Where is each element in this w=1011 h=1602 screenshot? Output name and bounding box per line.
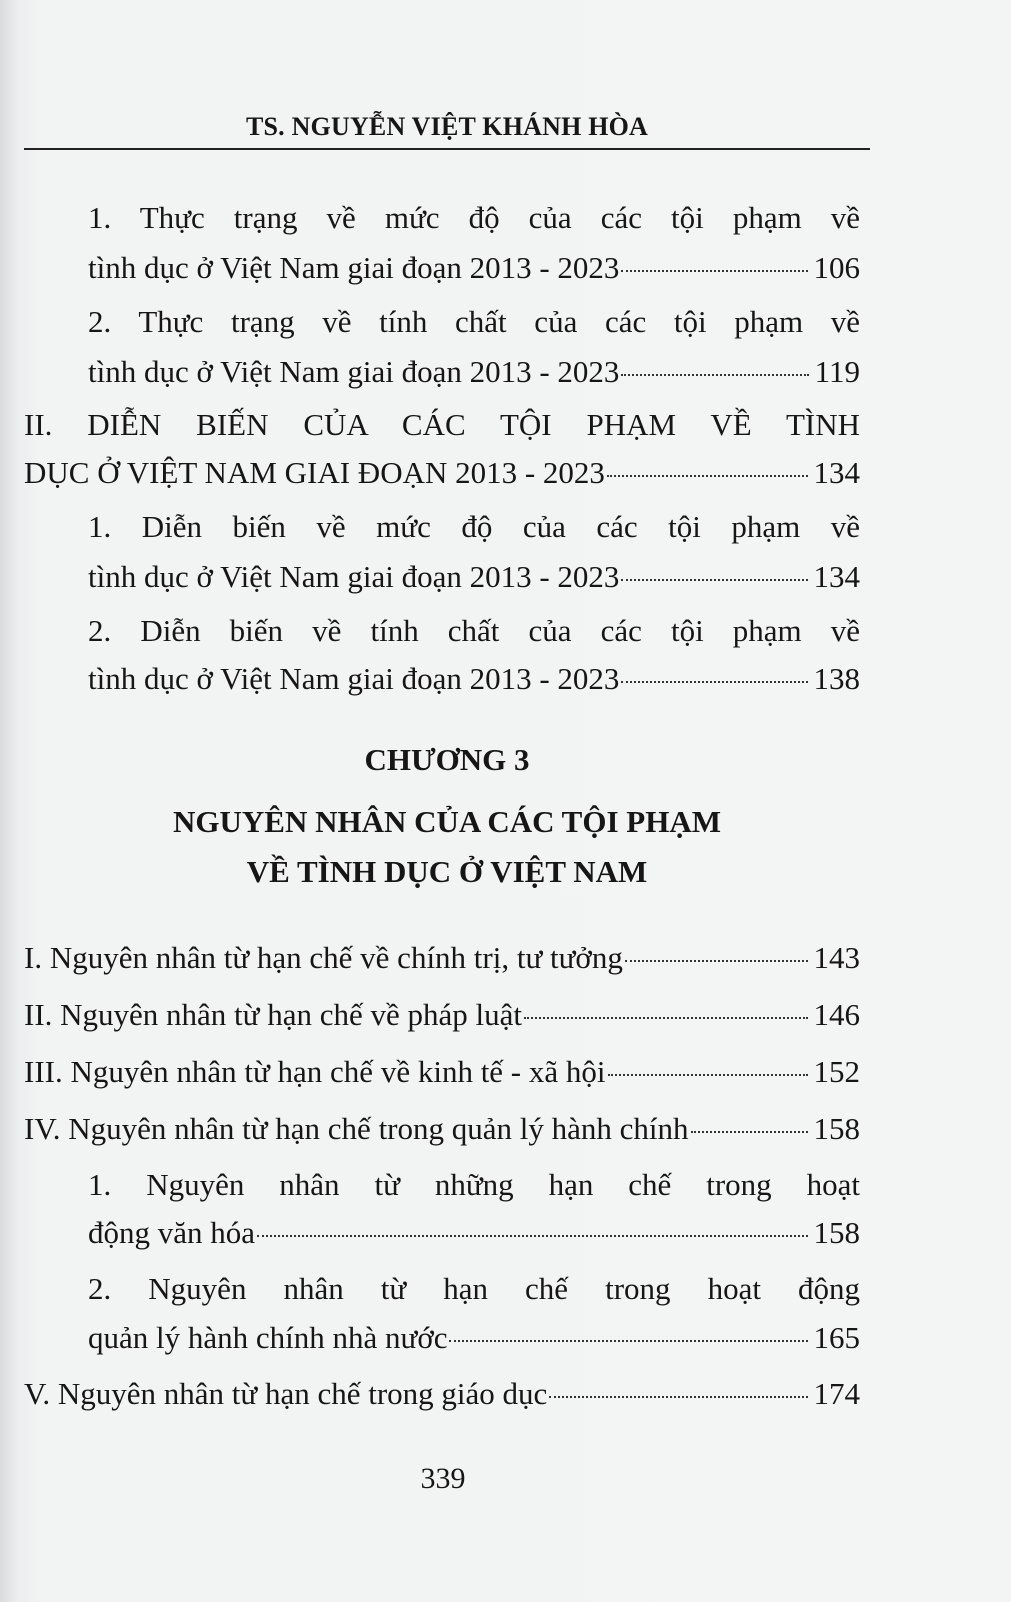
toc-entry-text: tình dục ở Việt Nam giai đoạn 2013 - 2023 — [88, 559, 620, 594]
toc-entry-text: IV. Nguyên nhân từ hạn chế trong quản lý hành chính — [24, 1111, 689, 1146]
toc-entry-line: 1. Nguyên nhân từ những hạn chế trong hoạt — [88, 1167, 860, 1202]
toc-page-number: 119 — [814, 354, 860, 389]
toc-entry-line — [88, 248, 860, 288]
chapter-title: NGUYÊN NHÂN CỦA CÁC TỘI PHẠM — [173, 804, 721, 839]
toc-page-number: 134 — [813, 455, 860, 490]
toc-entry-line: 2. Diễn biến về tính chất của các tội phạm về — [88, 613, 860, 648]
toc-page-number: 134 — [813, 559, 860, 594]
toc-entry-line — [24, 1374, 860, 1414]
toc-entry-text: tình dục ở Việt Nam giai đoạn 2013 - 2023 — [88, 250, 620, 285]
dot-leader — [621, 579, 807, 581]
page-number: 339 — [420, 1462, 466, 1495]
chapter-number: CHƯƠNG 3 — [364, 742, 530, 777]
toc-entry-line — [88, 659, 860, 699]
toc-page-number: 158 — [813, 1215, 860, 1250]
toc-entry-text: tình dục ở Việt Nam giai đoạn 2013 - 2023 — [88, 661, 620, 696]
chapter-title: VỀ TÌNH DỤC Ở VIỆT NAM — [246, 854, 648, 889]
dot-leader — [549, 1396, 807, 1398]
dot-leader — [691, 1131, 808, 1133]
toc-entry-line — [24, 1052, 860, 1092]
toc-entry-text: tình dục ở Việt Nam giai đoạn 2013 - 2023 — [88, 354, 620, 389]
running-head: TS. NGUYỄN VIỆT KHÁNH HÒA — [245, 112, 649, 141]
toc-page-number: 106 — [813, 250, 860, 285]
toc-entry-text: III. Nguyên nhân từ hạn chế về kinh tế - xã hội — [24, 1054, 606, 1089]
toc-entry-text: I. Nguyên nhân từ hạn chế về chính trị, tư tưởng — [24, 940, 623, 975]
dot-leader — [257, 1235, 807, 1237]
toc-page-number: 138 — [813, 661, 860, 696]
toc-page-number: 165 — [813, 1320, 860, 1355]
dot-leader — [621, 374, 808, 376]
toc-entry-text: II. Nguyên nhân từ hạn chế về pháp luật — [24, 997, 522, 1032]
dot-leader — [608, 1074, 808, 1076]
toc-entry-line — [24, 995, 860, 1035]
toc-entry-text: quản lý hành chính nhà nước — [88, 1320, 448, 1355]
toc-section-line: II. DIỄN BIẾN CỦA CÁC TỘI PHẠM VỀ TÌNH — [24, 407, 860, 442]
dot-leader — [625, 960, 808, 962]
toc-page-number: 174 — [813, 1376, 860, 1411]
dot-leader — [524, 1017, 808, 1019]
toc-entry-text: V. Nguyên nhân từ hạn chế trong giáo dục — [24, 1376, 548, 1411]
toc-entry-line: 2. Thực trạng về tính chất của các tội phạm về — [88, 304, 860, 339]
toc-section-line — [24, 453, 860, 493]
dot-leader — [621, 681, 807, 683]
toc-entry-line: 1. Thực trạng về mức độ của các tội phạm về — [88, 200, 860, 235]
toc-entry-line — [88, 1318, 860, 1358]
toc-entry-line: 1. Diễn biến về mức độ của các tội phạm về — [88, 509, 860, 544]
toc-page-number: 143 — [813, 940, 860, 975]
toc-entry-line — [24, 1109, 860, 1149]
dot-leader — [607, 475, 808, 477]
dot-leader — [449, 1340, 807, 1342]
toc-page-number: 158 — [813, 1111, 860, 1146]
toc-entry-line — [88, 352, 860, 392]
toc-page-number: 146 — [813, 997, 860, 1032]
toc-entry-line — [88, 1213, 860, 1253]
toc-entry-line: 2. Nguyên nhân từ hạn chế trong hoạt động — [88, 1271, 860, 1306]
toc-entry-text: DỤC Ở VIỆT NAM GIAI ĐOẠN 2013 - 2023 — [24, 455, 605, 490]
toc-entry-line — [88, 557, 860, 597]
toc-entry-text: động văn hóa — [88, 1215, 256, 1250]
toc-page-number: 152 — [813, 1054, 860, 1089]
toc-entry-line — [24, 938, 860, 978]
dot-leader — [621, 270, 807, 272]
